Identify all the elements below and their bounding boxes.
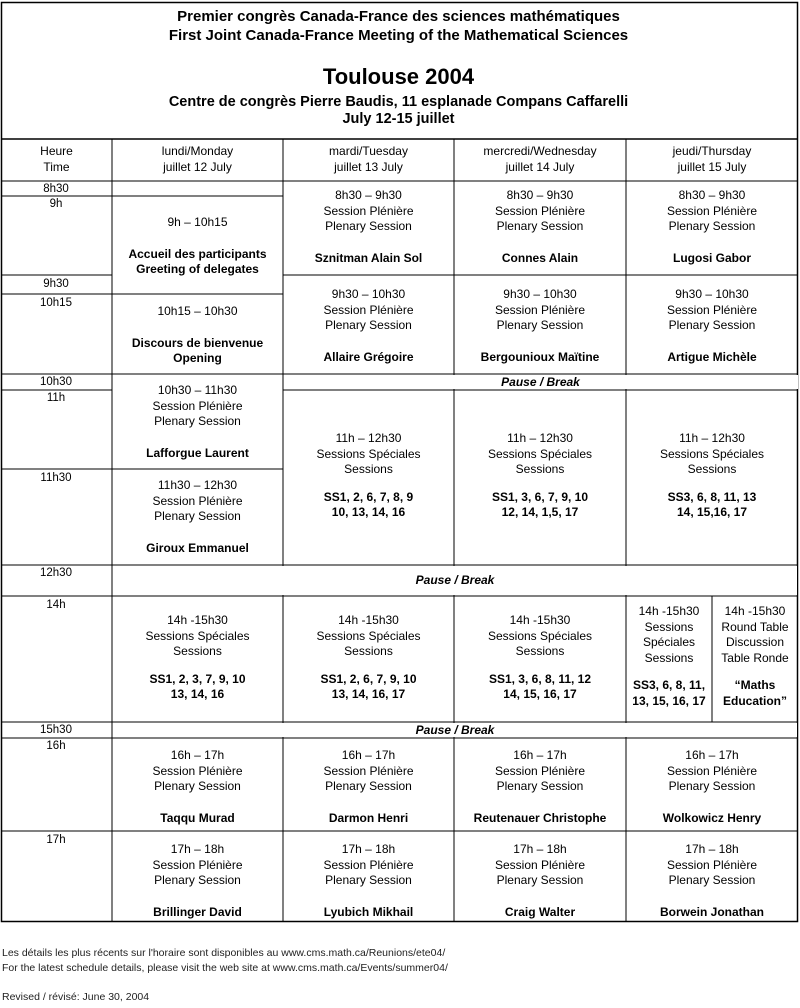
session-time: 14h -15h30 bbox=[509, 613, 571, 627]
session-type: Session Plénière bbox=[666, 302, 758, 317]
session-time: 14h -15h30 bbox=[724, 604, 786, 618]
round-table-title: “Maths bbox=[734, 678, 776, 692]
tuesday-plenary-2 bbox=[283, 287, 454, 365]
session-title: Discours de bienvenue bbox=[131, 335, 264, 350]
column-header-thursday bbox=[626, 144, 798, 175]
wednesday-special-sessions-2 bbox=[454, 613, 626, 703]
session-type: Plenary Session bbox=[325, 779, 412, 793]
session-time: 11h – 12h30 bbox=[507, 431, 573, 445]
monday-welcome bbox=[112, 215, 283, 278]
session-type: Session Plénière bbox=[494, 302, 586, 317]
wednesday-plenary-4 bbox=[454, 842, 626, 920]
session-title: Accueil des participants bbox=[128, 246, 267, 261]
speaker-name: Artigue Michèle bbox=[667, 349, 757, 364]
column-header-date: juillet 12 July bbox=[163, 159, 232, 174]
column-header-day: lundi/Monday bbox=[161, 144, 234, 158]
time-label: 10h30 bbox=[40, 376, 72, 388]
speaker-name: Lugosi Gabor bbox=[673, 250, 751, 265]
column-header-date: juillet 14 July bbox=[505, 159, 575, 174]
speaker-name: Borwein Jonathan bbox=[659, 904, 764, 919]
wednesday-special-sessions-1 bbox=[454, 431, 626, 521]
column-header-day: jeudi/Thursday bbox=[672, 144, 752, 158]
speaker-name: Darmon Henri bbox=[328, 810, 409, 825]
session-type: Sessions Spéciales bbox=[316, 628, 421, 643]
thursday-plenary-3 bbox=[626, 748, 798, 826]
time-label: 11h bbox=[46, 392, 66, 404]
thursday-special-sessions-1 bbox=[626, 431, 798, 521]
speaker-name: Lyubich Mikhail bbox=[323, 904, 414, 919]
session-type: Sessions bbox=[515, 462, 565, 476]
wednesday-plenary-2 bbox=[454, 287, 626, 365]
session-title: Opening bbox=[173, 351, 222, 365]
session-type: Sessions Spéciales bbox=[487, 446, 593, 461]
speaker-name: Wolkowicz Henry bbox=[662, 810, 762, 825]
time-label: 8h30 bbox=[43, 183, 69, 195]
wednesday-plenary-3 bbox=[454, 748, 626, 826]
session-type: Plenary Session bbox=[668, 779, 756, 793]
session-type: Session Plénière bbox=[494, 203, 586, 218]
session-list: 13, 14, 16, 17 bbox=[331, 687, 406, 701]
session-type: Session Plénière bbox=[323, 203, 414, 218]
session-time: 10h15 – 10h30 bbox=[157, 304, 238, 318]
footer-note-english: For the latest schedule details, please visit the web site at www.cms.math.ca/Events/summer04/ bbox=[2, 962, 448, 974]
session-type: Session Plénière bbox=[152, 857, 243, 872]
session-list: SS3, 6, 8, 11, bbox=[632, 678, 706, 692]
session-time: 16h – 17h bbox=[513, 748, 567, 762]
session-time: 8h30 – 9h30 bbox=[678, 188, 746, 202]
time-label: 11h30 bbox=[40, 472, 72, 484]
session-type: Session Plénière bbox=[152, 493, 243, 508]
session-type: Sessions Spéciales bbox=[145, 628, 250, 643]
session-time: 11h – 12h30 bbox=[335, 431, 402, 445]
session-type: Plenary Session bbox=[496, 873, 584, 887]
session-type: Sessions Spéciales bbox=[316, 446, 421, 461]
thursday-plenary-4 bbox=[626, 842, 798, 920]
column-header-date: juillet 13 July bbox=[334, 159, 403, 174]
session-time: 16h – 17h bbox=[341, 748, 396, 762]
title-english: First Joint Canada-France Meeting of the Mathematical Sciences bbox=[168, 27, 629, 44]
session-list: SS1, 3, 6, 8, 11, 12 bbox=[488, 671, 592, 686]
session-list: 14, 15, 16, 17 bbox=[503, 687, 577, 701]
session-type: Sessions Spéciales bbox=[487, 628, 593, 643]
session-type: Sessions bbox=[173, 644, 222, 658]
session-type: Sessions bbox=[344, 644, 393, 658]
thursday-special-sessions-2 bbox=[626, 604, 712, 709]
session-type: Session Plénière bbox=[323, 302, 414, 317]
session-type: Plenary Session bbox=[496, 318, 584, 332]
session-type: Plenary Session bbox=[668, 219, 756, 233]
monday-plenary-4 bbox=[112, 842, 283, 920]
session-time: 9h30 – 10h30 bbox=[675, 287, 749, 301]
city-title: Toulouse 2004 bbox=[322, 64, 475, 89]
session-type: Session Plénière bbox=[666, 763, 758, 778]
session-list: SS3, 6, 8, 11, 13 bbox=[667, 489, 757, 504]
speaker-name: Connes Alain bbox=[501, 250, 579, 265]
column-header-time-en: Time bbox=[43, 159, 70, 174]
monday-plenary-3 bbox=[112, 748, 283, 826]
session-list: 13, 14, 16 bbox=[170, 687, 225, 701]
session-time: 11h – 12h30 bbox=[679, 431, 745, 445]
session-list: 13, 15, 16, 17 bbox=[632, 693, 706, 708]
speaker-name: Taqqu Murad bbox=[160, 810, 235, 825]
speaker-name: Sznitman Alain Sol bbox=[314, 250, 423, 265]
session-type: Session Plénière bbox=[323, 857, 414, 872]
speaker-name: Craig Walter bbox=[504, 904, 576, 919]
session-type: Sessions bbox=[644, 619, 694, 634]
session-list: 12, 14, 1,5, 17 bbox=[501, 505, 579, 519]
session-type: Session Plénière bbox=[323, 763, 414, 778]
session-time: 17h – 18h bbox=[170, 842, 225, 856]
session-time: 8h30 – 9h30 bbox=[335, 188, 402, 202]
break-lunch: Pause / Break bbox=[415, 573, 495, 587]
session-time: 17h – 18h bbox=[341, 842, 396, 856]
session-time: 17h – 18h bbox=[685, 842, 739, 856]
session-type: Plenary Session bbox=[154, 779, 241, 793]
session-type: Plenary Session bbox=[496, 779, 584, 793]
session-time: 9h30 – 10h30 bbox=[503, 287, 577, 301]
break-afternoon: Pause / Break bbox=[415, 723, 495, 737]
column-header-monday bbox=[112, 144, 283, 175]
venue: Centre de congrès Pierre Baudis, 11 esplanade Compans Caffarelli bbox=[168, 94, 629, 110]
monday-plenary-1 bbox=[112, 383, 283, 461]
session-time: 10h30 – 11h30 bbox=[157, 383, 238, 397]
dates: July 12-15 juillet bbox=[342, 111, 455, 127]
session-time: 16h – 17h bbox=[170, 748, 225, 762]
session-list: SS1, 2, 6, 7, 8, 9 bbox=[323, 489, 414, 504]
speaker-name: Reutenauer Christophe bbox=[473, 810, 607, 825]
session-type: Table Ronde bbox=[721, 650, 789, 665]
session-time: 9h – 10h15 bbox=[167, 215, 228, 229]
column-header-date: juillet 15 July bbox=[677, 159, 747, 174]
tuesday-special-sessions-2 bbox=[283, 613, 454, 703]
session-type: Sessions Spéciales bbox=[659, 446, 765, 461]
session-type: Sessions bbox=[344, 462, 393, 476]
thursday-round-table bbox=[712, 604, 798, 709]
session-type: Plenary Session bbox=[325, 873, 412, 887]
session-time: 14h -15h30 bbox=[167, 613, 228, 627]
session-type: Plenary Session bbox=[154, 873, 241, 887]
time-label: 9h bbox=[49, 198, 63, 210]
session-type: Round Table bbox=[721, 619, 789, 634]
session-type: Spéciales bbox=[642, 635, 696, 649]
tuesday-plenary-3 bbox=[283, 748, 454, 826]
session-type: Plenary Session bbox=[325, 219, 412, 233]
monday-opening bbox=[112, 304, 283, 367]
session-title: Greeting of delegates bbox=[136, 262, 259, 276]
speaker-name: Bergounioux Maïtine bbox=[480, 349, 600, 364]
session-type: Session Plénière bbox=[494, 763, 586, 778]
speaker-name: Giroux Emmanuel bbox=[146, 540, 249, 555]
time-label: 16h bbox=[46, 740, 66, 752]
time-label: 12h30 bbox=[40, 567, 72, 579]
session-type: Session Plénière bbox=[666, 857, 758, 872]
session-list: SS1, 2, 3, 7, 9, 10 bbox=[149, 671, 246, 686]
tuesday-plenary-4 bbox=[283, 842, 454, 920]
session-list: SS1, 2, 6, 7, 9, 10 bbox=[320, 671, 417, 686]
session-list: SS1, 3, 6, 7, 9, 10 bbox=[491, 489, 589, 504]
time-label: 9h30 bbox=[43, 278, 69, 290]
session-list: 10, 13, 14, 16 bbox=[331, 505, 406, 519]
session-type: Plenary Session bbox=[668, 318, 756, 332]
speaker-name: Allaire Grégoire bbox=[323, 349, 414, 364]
session-type: Plenary Session bbox=[668, 873, 756, 887]
session-type: Plenary Session bbox=[496, 219, 584, 233]
column-header-day: mercredi/Wednesday bbox=[483, 144, 597, 158]
session-type: Discussion bbox=[725, 635, 785, 649]
session-type: Plenary Session bbox=[154, 509, 241, 523]
session-time: 17h – 18h bbox=[513, 842, 567, 856]
session-type: Session Plénière bbox=[152, 398, 243, 413]
round-table-title: Education” bbox=[722, 693, 787, 708]
tuesday-special-sessions-1 bbox=[283, 431, 454, 521]
session-time: 8h30 – 9h30 bbox=[506, 188, 574, 202]
session-type: Plenary Session bbox=[154, 414, 241, 428]
time-label: 14h bbox=[46, 599, 66, 611]
session-time: 11h30 – 12h30 bbox=[157, 478, 238, 492]
title-french: Premier congrès Canada-France des sciences mathématiques bbox=[177, 8, 620, 25]
speaker-name: Lafforgue Laurent bbox=[146, 445, 249, 460]
session-type: Sessions bbox=[515, 644, 565, 658]
time-label: 15h30 bbox=[40, 724, 72, 736]
break-morning: Pause / Break bbox=[501, 375, 580, 389]
speaker-name: Brillinger David bbox=[153, 904, 242, 919]
time-label: 17h bbox=[46, 834, 66, 846]
session-type: Session Plénière bbox=[666, 203, 758, 218]
session-time: 14h -15h30 bbox=[638, 604, 700, 618]
thursday-plenary-1 bbox=[626, 188, 798, 266]
column-header-day: mardi/Tuesday bbox=[329, 144, 408, 158]
wednesday-plenary-1 bbox=[454, 188, 626, 266]
session-type: Sessions bbox=[644, 650, 694, 665]
time-label: 10h15 bbox=[40, 297, 72, 309]
revision-date: Revised / révisé: June 30, 2004 bbox=[2, 991, 150, 1003]
monday-special-sessions bbox=[112, 613, 283, 703]
session-time: 14h -15h30 bbox=[338, 613, 399, 627]
column-header-wednesday bbox=[454, 144, 626, 175]
column-header-tuesday bbox=[283, 144, 454, 175]
tuesday-plenary-1 bbox=[283, 188, 454, 266]
session-type: Session Plénière bbox=[494, 857, 586, 872]
monday-plenary-2 bbox=[112, 478, 283, 556]
footer-note-french: Les détails les plus récents sur l'horaire sont disponibles au www.cms.math.ca/Reunions/ete04/ bbox=[2, 947, 446, 959]
session-time: 16h – 17h bbox=[685, 748, 739, 762]
session-time: 9h30 – 10h30 bbox=[331, 287, 406, 301]
column-header-time-fr: Heure bbox=[40, 144, 73, 158]
session-type: Sessions bbox=[687, 462, 737, 476]
thursday-plenary-2 bbox=[626, 287, 798, 365]
session-type: Session Plénière bbox=[152, 763, 243, 778]
session-type: Plenary Session bbox=[325, 318, 412, 332]
column-header-time bbox=[1, 144, 112, 175]
session-list: 14, 15,16, 17 bbox=[676, 505, 748, 519]
